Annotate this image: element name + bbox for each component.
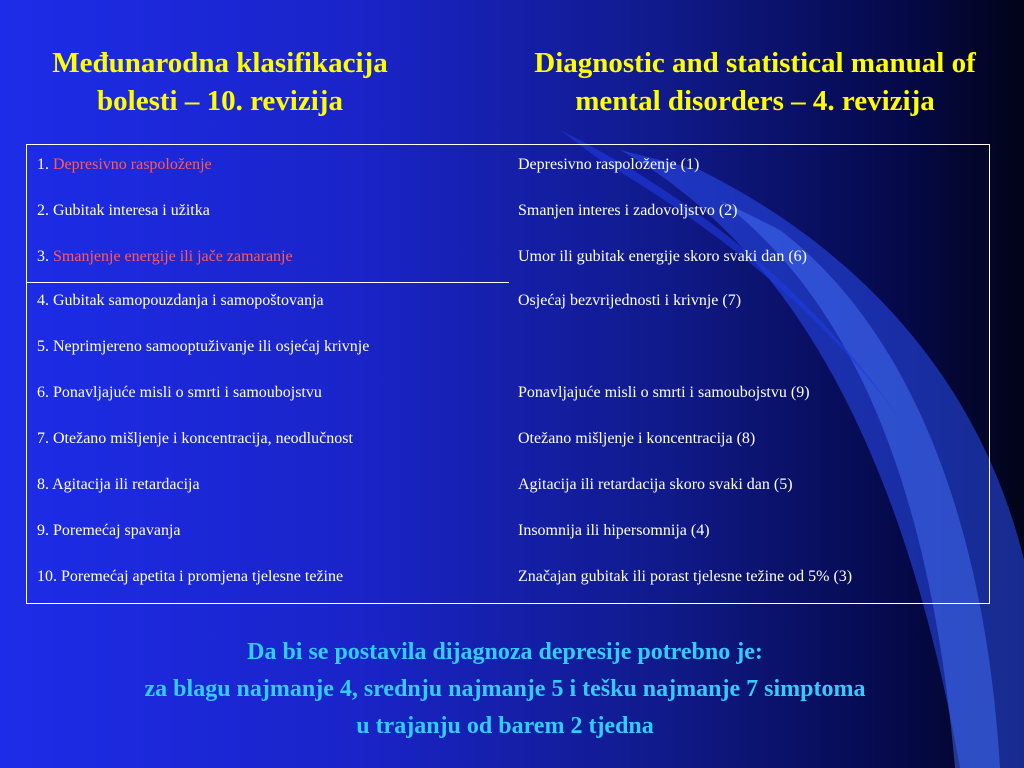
dsm-item-7: Otežano mišljenje i koncentracija (8) xyxy=(518,430,756,447)
icd-item-text: Smanjenje energije ili jače zamaranje xyxy=(53,248,293,265)
icd-item-3 xyxy=(37,247,293,267)
icd-item-number: 3. xyxy=(37,248,49,265)
icd-item-number: 6. xyxy=(37,384,49,401)
icd-item-number: 7. xyxy=(37,430,49,447)
icd-item-9 xyxy=(37,521,181,541)
icd-item-10 xyxy=(37,567,343,587)
icd-item-number: 9. xyxy=(37,522,49,539)
icd-item-6 xyxy=(37,383,322,403)
dsm-item-1: Depresivno raspoloženje (1) xyxy=(518,156,700,173)
icd-item-number: 5. xyxy=(37,338,49,355)
conclusion-line-2: za blagu najmanje 4, srednju najmanje 5 i tešku najmanje 7 simptoma xyxy=(144,676,866,702)
icd-item-text: Depresivno raspoloženje xyxy=(53,156,212,173)
icd-item-1 xyxy=(37,155,212,175)
dsm-item-10: Značajan gubitak ili porast tjelesne težine od 5% (3) xyxy=(518,568,853,585)
dsm-item-4: Osjećaj bezvrijednosti i krivnje (7) xyxy=(518,292,742,309)
diagnosis-conclusion xyxy=(0,634,1010,745)
dsm4-heading-line-1: Diagnostic and statistical manual of xyxy=(534,47,976,79)
icd-item-7 xyxy=(37,429,353,449)
icd-item-4 xyxy=(37,291,324,311)
icd-item-5 xyxy=(37,337,369,357)
icd-item-number: 1. xyxy=(37,156,49,173)
icd-item-text: Neprimjereno samooptuživanje ili osjećaj krivnje xyxy=(53,338,370,355)
icd-item-text: Otežano mišljenje i koncentracija, neodlučnost xyxy=(53,430,353,447)
icd-item-number: 2. xyxy=(37,202,49,219)
icd-item-text: Ponavljajuće misli o smrti i samoubojstvu xyxy=(53,384,322,401)
dsm-item-3: Umor ili gubitak energije skoro svaki dan (6) xyxy=(518,248,807,265)
icd-item-number: 10. xyxy=(37,568,57,585)
icd-item-text: Poremećaj apetita i promjena tjelesne težine xyxy=(61,568,344,585)
icd10-heading-line-1: Međunarodna klasifikacija xyxy=(52,47,388,79)
dsm-item-8: Agitacija ili retardacija skoro svaki dan (5) xyxy=(518,476,793,493)
icd-item-number: 8. xyxy=(37,476,49,493)
conclusion-line-3: u trajanju od barem 2 tjedna xyxy=(356,713,654,739)
dsm-item-6: Ponavljajuće misli o smrti i samoubojstvu (9) xyxy=(518,384,810,401)
icd-item-text: Agitacija ili retardacija xyxy=(52,476,200,493)
criteria-table xyxy=(26,144,990,604)
conclusion-line-1: Da bi se postavila dijagnoza depresije potrebno je: xyxy=(247,639,763,665)
dsm4-heading xyxy=(490,44,1020,120)
table-divider xyxy=(27,282,509,283)
icd-item-2 xyxy=(37,201,210,221)
dsm4-heading-line-2: mental disorders – 4. revizija xyxy=(575,85,935,117)
icd10-heading-line-2: bolesti – 10. revizija xyxy=(97,85,343,117)
icd-item-text: Poremećaj spavanja xyxy=(53,522,181,539)
icd-item-text: Gubitak samopouzdanja i samopoštovanja xyxy=(53,292,324,309)
icd-item-text: Gubitak interesa i užitka xyxy=(53,202,210,219)
dsm-item-9: Insomnija ili hipersomnija (4) xyxy=(518,522,710,539)
dsm-item-2: Smanjen interes i zadovoljstvo (2) xyxy=(518,202,738,219)
icd10-heading xyxy=(10,44,430,120)
icd-item-number: 4. xyxy=(37,292,49,309)
icd-item-8 xyxy=(37,475,200,495)
